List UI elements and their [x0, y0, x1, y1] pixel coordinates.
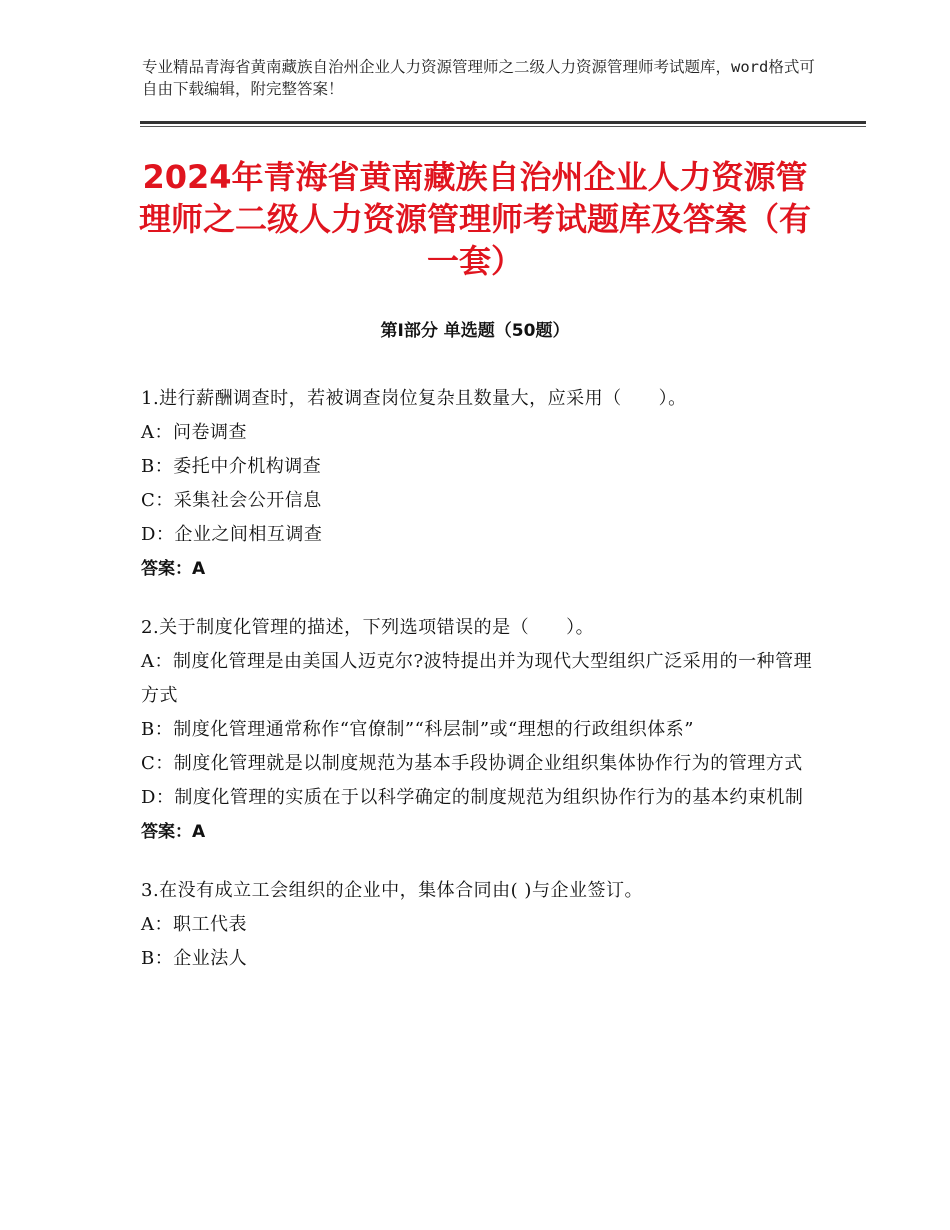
option-d: D：制度化管理的实质在于以科学确定的制度规范为组织协作行为的基本约束机制: [141, 787, 804, 808]
question-2: [141, 611, 821, 849]
option-b: B：企业法人: [141, 948, 248, 969]
header-divider-thick: [140, 121, 866, 124]
option-d: D：企业之间相互调查: [141, 524, 323, 545]
question-stem: 3.在没有成立工会组织的企业中，集体合同由( )与企业签订。: [141, 880, 643, 901]
option-a: A：职工代表: [141, 914, 247, 935]
document-title: 2024年青海省黄南藏族自治州企业人力资源管理师之二级人力资源管理师考试题库及答案（有一套）: [138, 158, 811, 280]
question-stem: 2.关于制度化管理的描述，下列选项错误的是（ ）。: [141, 617, 595, 638]
option-c: C：采集社会公开信息: [141, 490, 322, 511]
option-c: C：制度化管理就是以制度规范为基本手段协调企业组织集体协作行为的管理方式: [141, 753, 803, 774]
section-title: 第Ⅰ部分 单选题（50题）: [380, 321, 570, 341]
option-b: B：委托中介机构调查: [141, 456, 322, 477]
option-a: A：制度化管理是由美国人迈克尔?波特提出并为现代大型组织广泛采用的一种管理方式: [141, 651, 813, 706]
option-a: A：问卷调查: [141, 422, 247, 443]
question-1: [141, 382, 821, 586]
header-divider-thin: [140, 126, 866, 127]
question-stem: 1.进行薪酬调查时，若被调查岗位复杂且数量大，应采用（ ）。: [141, 388, 687, 409]
question-3: [141, 874, 821, 976]
option-b: B：制度化管理通常称作“官僚制”“科层制”或“理想的行政组织体系”: [141, 719, 694, 740]
header-note: 专业精品青海省黄南藏族自治州企业人力资源管理师之二级人力资源管理师考试题库，word格式可自由下载编辑，附完整答案！: [142, 58, 815, 98]
question-list: [141, 382, 821, 1001]
answer: 答案：A: [141, 559, 206, 579]
answer: 答案：A: [141, 822, 206, 842]
